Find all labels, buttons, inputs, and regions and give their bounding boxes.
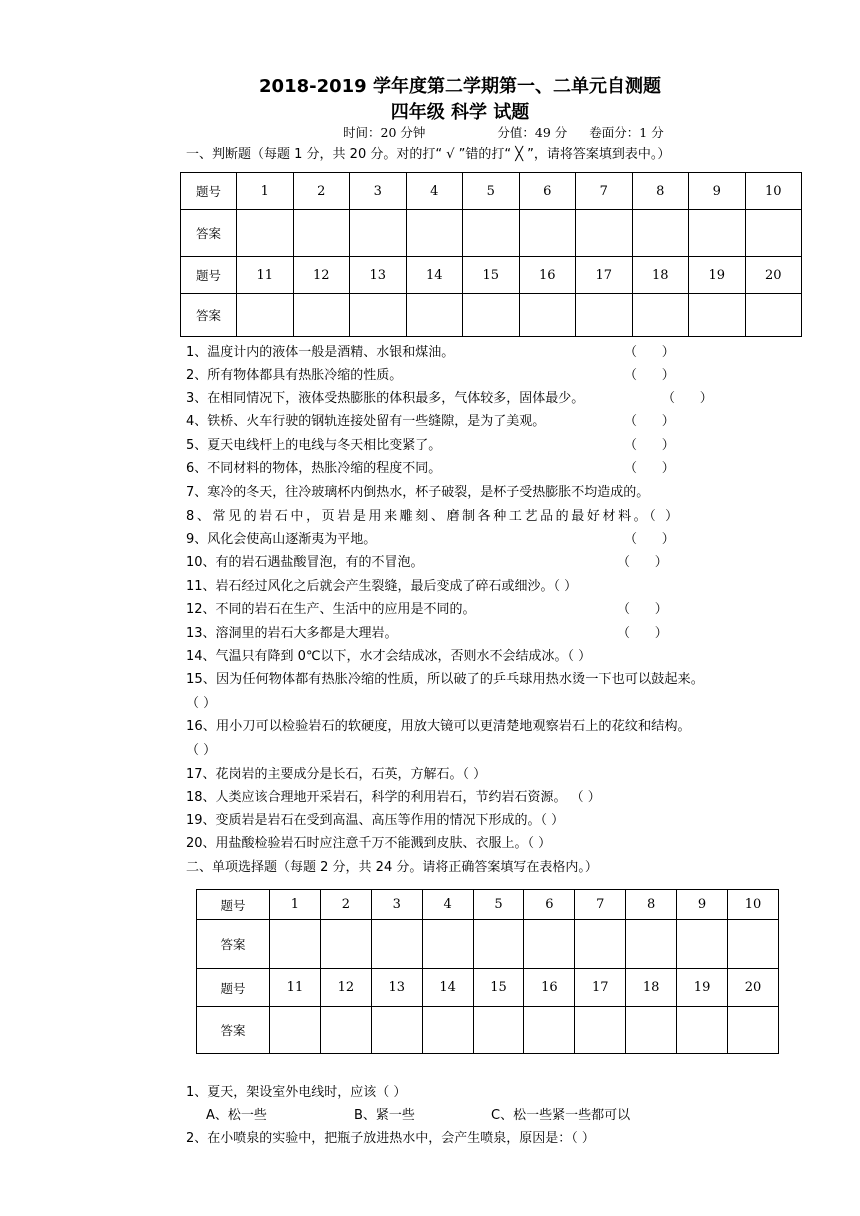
question-number: 9 [689, 173, 746, 210]
question-item: 17、花岗岩的主要成分是长石，石英，方解石。（ ） [186, 767, 487, 782]
question-item: 4、铁桥、火车行驶的钢轨连接处留有一些缝隙，是为了美观。 [186, 414, 546, 429]
question-number: 1 [270, 890, 321, 920]
answer-cell[interactable] [576, 210, 633, 257]
answer-cell[interactable] [745, 294, 802, 337]
question-number: 6 [519, 173, 576, 210]
question-number: 2 [293, 173, 350, 210]
question-number: 14 [422, 969, 473, 1007]
answer-cell[interactable] [237, 210, 294, 257]
answer-cell[interactable] [519, 210, 576, 257]
answer-paren[interactable]: （ ） [617, 555, 668, 570]
answer-cell[interactable] [270, 920, 321, 969]
question-number: 15 [473, 969, 524, 1007]
question-number: 3 [350, 173, 407, 210]
answer-paren[interactable]: （ ） [624, 345, 675, 360]
row-label-number: 题号 [181, 257, 237, 294]
answer-cell[interactable] [745, 210, 802, 257]
table-row [197, 969, 779, 1007]
answer-cell[interactable] [463, 294, 520, 337]
question-item: 18、人类应该合理地开采岩石，科学的利用岩石，节约岩石资源。 （ ） [186, 790, 601, 805]
question-item: 7、寒冷的冬天，往冷玻璃杯内倒热水，杯子破裂，是杯子受热膨胀不均造成的。 [186, 485, 650, 500]
answer-cell[interactable] [463, 210, 520, 257]
question-item: 19、变质岩是岩石在受到高温、高压等作用的情况下形成的。（ ） [186, 813, 565, 828]
table-row [197, 890, 779, 920]
question-number: 20 [728, 969, 779, 1007]
table-row [197, 920, 779, 969]
table-row [181, 257, 802, 294]
question-item: 15、因为任何物体都有热胀冷缩的性质，所以破了的乒乓球用热水烫一下也可以鼓起来。 [186, 672, 704, 687]
section2-heading: 二、单项选择题（每题 2 分，共 24 分。请将正确答案填写在表格内。） [186, 860, 598, 875]
answer-paren[interactable]: （ ） [624, 414, 675, 429]
answer-paren[interactable]: （ ） [624, 532, 675, 547]
question-number: 1 [237, 173, 294, 210]
choice-option-a[interactable]: A、松一些 [206, 1108, 267, 1123]
row-label-number: 题号 [197, 969, 270, 1007]
choice-question: 2、在小喷泉的实验中，把瓶子放进热水中，会产生喷泉，原因是：（ ） [186, 1131, 595, 1146]
answer-cell[interactable] [371, 1007, 422, 1054]
answer-cell[interactable] [626, 1007, 677, 1054]
answer-cell[interactable] [632, 294, 689, 337]
row-label-number: 题号 [197, 890, 270, 920]
answer-cell[interactable] [473, 920, 524, 969]
answer-cell[interactable] [677, 1007, 728, 1054]
answer-paren[interactable]: （ ） [624, 461, 675, 476]
question-item: 2、所有物体都具有热胀冷缩的性质。 [186, 368, 403, 383]
question-item: 14、气温只有降到 0℃以下，水才会结成冰，否则水不会结成冰。（ ） [186, 649, 592, 664]
question-item: 3、在相同情况下，液体受热膨胀的体积最多，气体较多，固体最少。 [186, 391, 585, 406]
choice-option-b[interactable]: B、紧一些 [354, 1108, 415, 1123]
exam-title: 2018-2019 学年度第二学期第一、二单元自测题 [259, 76, 661, 97]
question-number: 13 [350, 257, 407, 294]
answer-paren[interactable]: （ ） [624, 438, 675, 453]
question-item: （ ） [186, 696, 217, 711]
question-number: 11 [270, 969, 321, 1007]
answer-cell[interactable] [728, 1007, 779, 1054]
question-number: 13 [371, 969, 422, 1007]
exam-meta [343, 123, 664, 141]
answer-cell[interactable] [320, 1007, 371, 1054]
exam-subtitle: 四年级 科学 试题 [390, 102, 530, 123]
table-row [181, 294, 802, 337]
question-number: 5 [473, 890, 524, 920]
question-item: 13、溶洞里的岩石大多都是大理岩。 [186, 626, 398, 641]
question-number: 4 [406, 173, 463, 210]
question-item: 1、温度计内的液体一般是酒精、水银和煤油。 [186, 345, 455, 360]
question-number: 16 [519, 257, 576, 294]
time-label: 时间：20 分钟 [343, 125, 426, 140]
answer-paren[interactable]: （ ） [624, 368, 675, 383]
answer-cell[interactable] [293, 294, 350, 337]
answer-paren[interactable]: （ ） [617, 602, 668, 617]
question-item: 6、不同材料的物体，热胀冷缩的程度不同。 [186, 461, 442, 476]
table-row [181, 173, 802, 210]
question-number: 7 [575, 890, 626, 920]
answer-cell[interactable] [422, 920, 473, 969]
choice-answer-table [196, 889, 779, 1054]
row-label-answer: 答案 [197, 920, 270, 969]
answer-cell[interactable] [632, 210, 689, 257]
question-item: 5、夏天电线杆上的电线与冬天相比变紧了。 [186, 438, 442, 453]
question-number: 17 [575, 969, 626, 1007]
question-item: 20、用盐酸检验岩石时应注意千万不能溅到皮肤、衣服上。（ ） [186, 836, 552, 851]
question-number: 15 [463, 257, 520, 294]
answer-cell[interactable] [575, 1007, 626, 1054]
answer-cell[interactable] [350, 210, 407, 257]
question-number: 18 [632, 257, 689, 294]
answer-cell[interactable] [406, 294, 463, 337]
question-item: （ ） [186, 743, 217, 758]
question-item: 12、不同的岩石在生产、生活中的应用是不同的。 [186, 602, 476, 617]
question-item: 11、岩石经过风化之后就会产生裂缝，最后变成了碎石或细沙。（ ） [186, 579, 578, 594]
question-number: 10 [745, 173, 802, 210]
answer-cell[interactable] [371, 920, 422, 969]
answer-cell[interactable] [576, 294, 633, 337]
question-number: 9 [677, 890, 728, 920]
question-number: 8 [632, 173, 689, 210]
question-item: 9、风化会使高山逐渐夷为平地。 [186, 532, 377, 547]
answer-cell[interactable] [689, 294, 746, 337]
answer-cell[interactable] [626, 920, 677, 969]
question-number: 2 [320, 890, 371, 920]
choice-option-c[interactable]: C、松一些紧一些都可以 [491, 1108, 631, 1123]
answer-paren[interactable]: （ ） [617, 626, 668, 641]
table-row [181, 210, 802, 257]
paper-score-label: 卷面分：1 分 [589, 125, 664, 140]
answer-cell[interactable] [422, 1007, 473, 1054]
row-label-number: 题号 [181, 173, 237, 210]
answer-cell[interactable] [237, 294, 294, 337]
answer-cell[interactable] [270, 1007, 321, 1054]
question-number: 17 [576, 257, 633, 294]
answer-cell[interactable] [524, 920, 575, 969]
answer-cell[interactable] [524, 1007, 575, 1054]
answer-cell[interactable] [320, 920, 371, 969]
answer-cell[interactable] [473, 1007, 524, 1054]
score-label: 分值：49 分 [497, 125, 568, 140]
row-label-answer: 答案 [181, 294, 237, 337]
answer-cell[interactable] [350, 294, 407, 337]
answer-cell[interactable] [728, 920, 779, 969]
question-number: 12 [320, 969, 371, 1007]
section1-heading: 一、判断题（每题 1 分，共 20 分。对的打“ √ ”错的打“ ╳ ”，请将答案填到表中。） [186, 147, 671, 162]
answer-cell[interactable] [406, 210, 463, 257]
question-number: 3 [371, 890, 422, 920]
question-number: 7 [576, 173, 633, 210]
answer-cell[interactable] [293, 210, 350, 257]
table-row [197, 1007, 779, 1054]
row-label-answer: 答案 [181, 210, 237, 257]
row-label-answer: 答案 [197, 1007, 270, 1054]
question-number: 6 [524, 890, 575, 920]
question-item: 8、常见的岩石中，页岩是用来雕刻、磨制各种工艺品的最好材料。（ ） [186, 509, 681, 524]
question-number: 5 [463, 173, 520, 210]
question-number: 8 [626, 890, 677, 920]
question-number: 14 [406, 257, 463, 294]
answer-cell[interactable] [519, 294, 576, 337]
question-number: 16 [524, 969, 575, 1007]
question-number: 11 [237, 257, 294, 294]
question-number: 12 [293, 257, 350, 294]
answer-cell[interactable] [689, 210, 746, 257]
question-number: 10 [728, 890, 779, 920]
question-number: 19 [689, 257, 746, 294]
question-item: 10、有的岩石遇盐酸冒泡，有的不冒泡。 [186, 555, 424, 570]
judgement-answer-table [180, 172, 802, 337]
answer-paren[interactable]: （ ） [662, 391, 713, 406]
question-number: 18 [626, 969, 677, 1007]
question-item: 16、用小刀可以检验岩石的软硬度，用放大镜可以更清楚地观察岩石上的花纹和结构。 [186, 719, 691, 734]
question-number: 19 [677, 969, 728, 1007]
choice-question: 1、夏天，架设室外电线时，应该（ ） [186, 1085, 407, 1100]
answer-cell[interactable] [677, 920, 728, 969]
question-number: 4 [422, 890, 473, 920]
question-number: 20 [745, 257, 802, 294]
answer-cell[interactable] [575, 920, 626, 969]
